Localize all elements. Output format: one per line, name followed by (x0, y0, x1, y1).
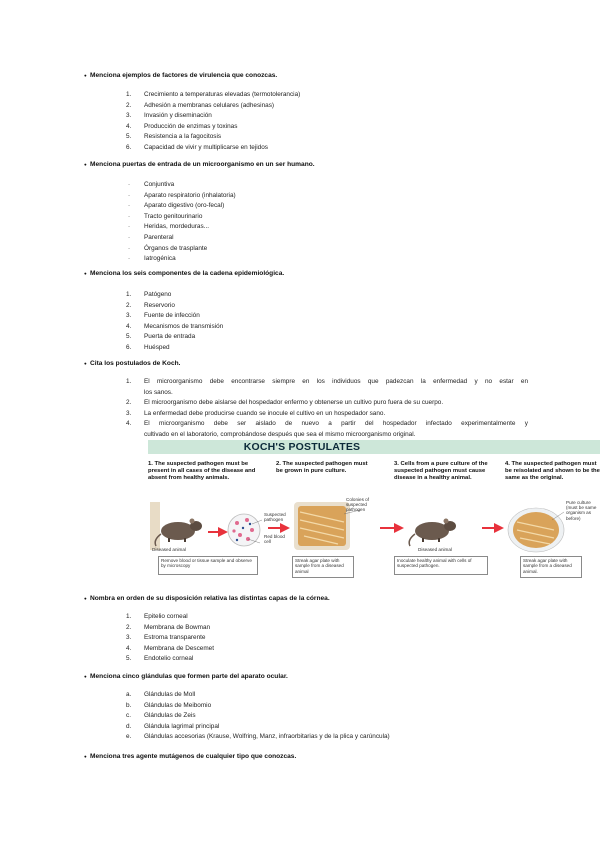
question-ocular-glands: ● Menciona cinco glándulas que formen parte del aparato ocular. (90, 673, 288, 680)
diseased-mouse-2 (409, 519, 456, 547)
step-2-text: 2. The suspected pathogen must be grown in pure culture. (276, 461, 368, 474)
agar-plate-2 (508, 508, 564, 552)
question-koch-postulates: ● Cita los postulados de Koch. (90, 360, 181, 367)
step-3-text: 3. Cells from a pure culture of the suspected pathogen must cause disease in a healthy animal. (394, 461, 488, 481)
question-cornea-layers: ● Nombra en orden de su disposición relativa las distintas capas de la córnea. (90, 595, 330, 602)
list-item: 1. El microorganismo debe encontrarse siempre en los individuos que padezcan la enfermedad y no estar en (126, 378, 528, 385)
caption-step-3: Inoculate healthy animal with cells of suspected pathogen. (394, 556, 488, 575)
list-item: 2. El microorganismo debe aislarse del hospedador enfermo y obtenerse un cultivo puro fuera de su cuerpo. (126, 399, 444, 407)
caption-step-1: Remove blood or tissue sample and observe by microscopy (158, 556, 258, 575)
question-epidemiological-chain: ● Menciona los seis componentes de la cadena epidemiológica. (90, 270, 284, 277)
caption-step-2: Streak agar plate with sample from a diseased animal (292, 556, 354, 578)
question-entry-doors: ● Menciona puertas de entrada de un microorganismo en un ser humano. (90, 161, 315, 168)
label-pure-culture: Pure culture (must be same organism as before) (566, 500, 597, 521)
list-item: 4. El microorganismo debe ser aislado de nuevo a partir del hospedador infectado experimentalmente y (126, 420, 528, 428)
koch-postulates-list (126, 377, 528, 441)
step-4-text: 4. The suspected pathogen must be reisolated and shown to be the same as the original. (505, 461, 600, 481)
label-suspected-pathogen: Suspected pathogen (264, 512, 286, 523)
question-virulence-factors: ● Menciona ejemplos de factores de virulencia que conozcas. (90, 72, 277, 79)
label-diseased-animal-1: Diseased animal (152, 547, 186, 552)
list-item-continuation: cultivado en el laboratorio, comprobándose después que sea el mismo microorganismo original. (144, 430, 416, 438)
koch-postulates-figure (148, 440, 600, 582)
label-diseased-animal-2: Diseased animal (418, 547, 452, 552)
list-item: 3. La enfermedad debe producirse cuando se inocule el cultivo en un hospedador sano. (126, 409, 386, 417)
question-mutagens: ● Menciona tres agente mutágenos de cualquier tipo que conozcas. (90, 753, 296, 760)
step-1-text: 1. The suspected pathogen must be present in all cases of the disease and absent from healthy animals. (148, 461, 256, 481)
diseased-mouse-1 (155, 519, 202, 547)
agar-plate-1 (294, 502, 350, 550)
label-red-blood-cell: Red blood cell (264, 534, 285, 545)
caption-step-4: Streak agar plate with sample from a diseased animal. (520, 556, 582, 578)
figure-title: KOCH'S POSTULATES (243, 441, 361, 453)
list-item-continuation: los sanos. (144, 388, 173, 396)
label-colonies: Colonies of suspected pathogen (346, 497, 369, 513)
